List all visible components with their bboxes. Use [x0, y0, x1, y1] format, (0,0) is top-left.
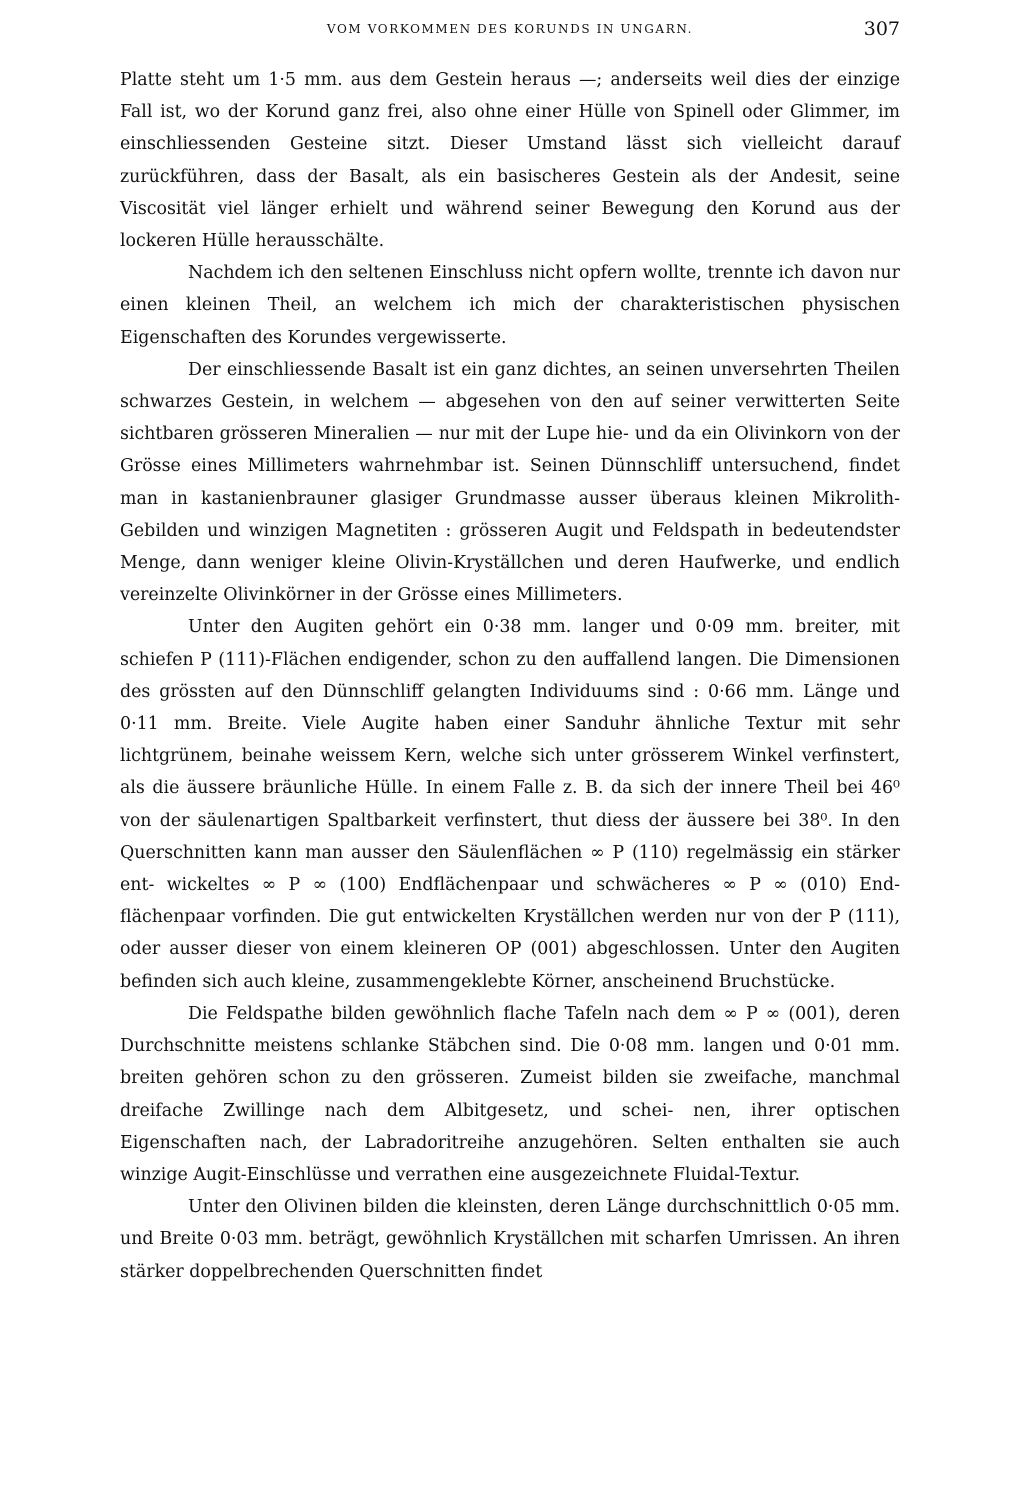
- page-number: 307: [863, 18, 900, 40]
- document-page: [120, 18, 900, 1288]
- paragraph: Unter den Olivinen bilden die kleinsten, deren Länge durchschnittlich 0·05 mm. und Breite 0·03 mm. beträgt, gewöhnlich Kryställchen mit scharfen Umrissen. An ihren stärker doppelbrechenden Querschnitten findet: [120, 1197, 900, 1282]
- paragraph: Der einschliessende Basalt ist ein ganz dichtes, an seinen unversehrten Theilen schwarzes Gestein, in welchem — abgesehen von den auf seiner verwitterten Seite sichtbaren grösseren Mineralien — nur mit der Lupe hie- und da ein Olivinkorn von der Grösse eines Millimeters wahrnehmbar ist. Seinen Dünnschliff untersuchend, findet man in kastanienbrauner glasiger Grundmasse ausser überaus kleinen Mikrolith-Gebilden und winzigen Magnetiten : grösseren Augit und Feldspath in bedeutendster Menge, dann weniger kleine Olivin-Kryställchen und deren Haufwerke, und endlich vereinzelte Olivinkörner in der Grösse eines Millimeters.: [120, 359, 900, 606]
- paragraph-continuation: Platte steht um 1·5 mm. aus dem Gestein heraus —; anderseits weil dies der einzige Fall ist, wo der Korund ganz frei, also ohne einer Hülle von Spinell oder Glimmer, im einschliessenden Gesteine sitzt. Dieser Umstand lässt sich vielleicht darauf zurückführen, dass der Basalt, als ein basischeres Gestein als der Andesit, seine Viscosität viel länger erhielt und während seiner Bewegung den Korund aus der lockeren Hülle herausschälte.: [120, 70, 900, 252]
- running-header: [120, 18, 900, 58]
- body-text: [120, 64, 900, 1288]
- running-title: VOM VORKOMMEN DES KORUNDS IN UNGARN.: [326, 22, 694, 36]
- paragraph: Unter den Augiten gehört ein 0·38 mm. langer und 0·09 mm. breiter, mit schiefen P (111)-Flächen endigender, schon zu den auffallend langen. Die Dimensionen des grössten auf den Dünnschliff gelangten Individuums sind : 0·66 mm. Länge und 0·11 mm. Breite. Viele Augite haben einer Sanduhr ähnliche Textur mit sehr lichtgrünem, beinahe weissem Kern, welche sich unter grösserem Winkel verfinstert, als die äussere bräunliche Hülle. In einem Falle z. B. da sich der innere Theil bei 46⁰ von der säulenartigen Spaltbarkeit verfinstert, thut diess der äussere bei 38⁰. In den Querschnitten kann man ausser den Säulenflächen ∞ P (110) regelmässig ein stärker ent- wickeltes ∞ P ∞ (100) Endflächenpaar und schwächeres ∞ P ∞ (010) End- flächenpaar vorfinden. Die gut entwickelten Kryställchen werden nur von der P (111), oder ausser dieser von einem kleineren OP (001) abgeschlossen. Unter den Augiten befinden sich auch kleine, zusammengeklebte Körner, anscheinend Bruchstücke.: [120, 617, 900, 992]
- paragraph: Nachdem ich den seltenen Einschluss nicht opfern wollte, trennte ich davon nur einen kleinen Theil, an welchem ich mich der charakteristischen physischen Eigenschaften des Korundes vergewisserte.: [120, 263, 900, 348]
- paragraph: Die Feldspathe bilden gewöhnlich flache Tafeln nach dem ∞ P ∞ (001), deren Durchschnitte meistens schlanke Stäbchen sind. Die 0·08 mm. langen und 0·01 mm. breiten gehören schon zu den grösseren. Zumeist bilden sie zweifache, manchmal dreifache Zwillinge nach dem Albitgesetz, und schei- nen, ihrer optischen Eigenschaften nach, der Labradoritreihe anzugehören. Selten enthalten sie auch winzige Augit-Einschlüsse und verrathen eine ausgezeichnete Fluidal-Textur.: [120, 1003, 900, 1185]
